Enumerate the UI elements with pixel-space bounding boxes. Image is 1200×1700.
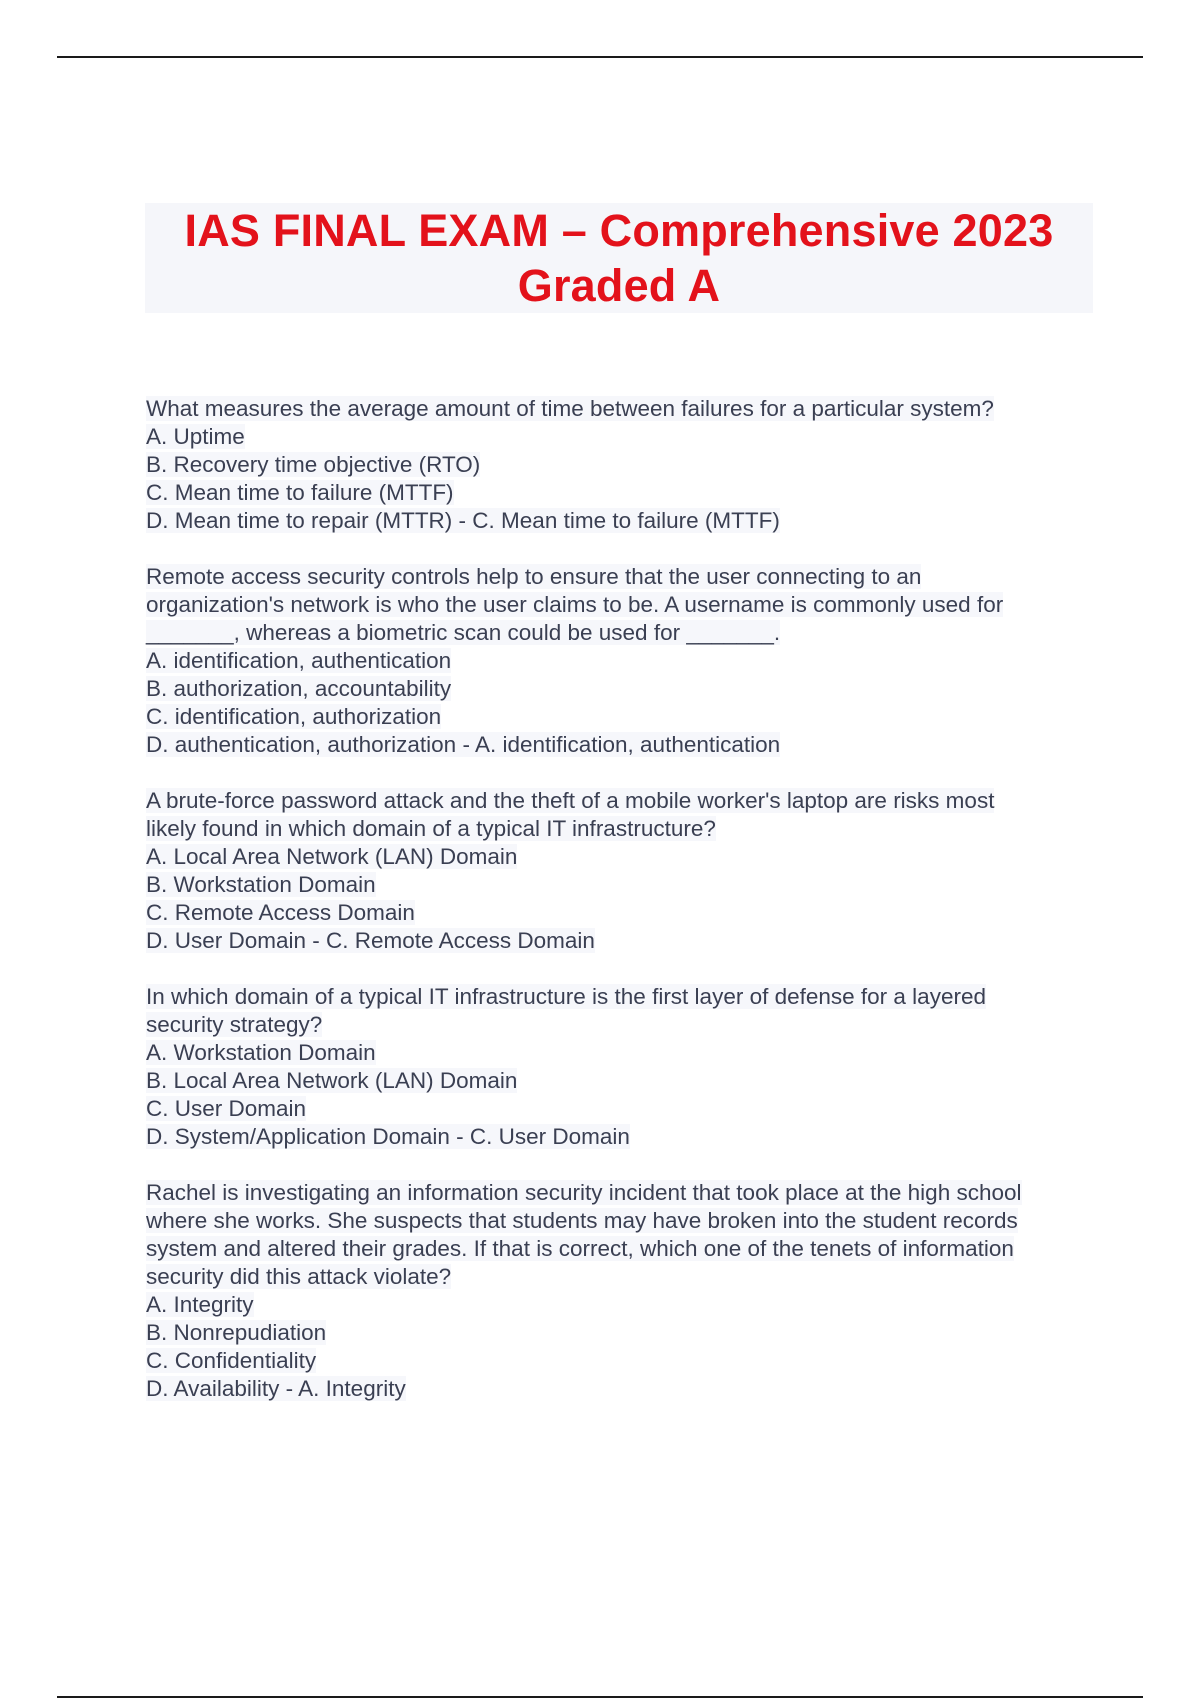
question-block-2 <box>146 563 1106 759</box>
answer-option: A. Uptime <box>146 424 245 449</box>
answer-option: B. Local Area Network (LAN) Domain <box>146 1068 518 1093</box>
answer-option: A. identification, authentication <box>146 648 452 673</box>
question-text: likely found in which domain of a typical IT infrastructure? <box>146 816 716 841</box>
answer-option: B. Nonrepudiation <box>146 1320 327 1345</box>
question-block-1 <box>146 395 1106 535</box>
question-text: Rachel is investigating an information security incident that took place at the high school <box>146 1180 1022 1205</box>
answer-option: C. Remote Access Domain <box>146 900 415 925</box>
question-text: security strategy? <box>146 1012 323 1037</box>
title-line-2: Graded A <box>517 260 721 311</box>
answer-option-with-key: D. Availability - A. Integrity <box>146 1376 406 1401</box>
question-text: Remote access security controls help to ensure that the user connecting to an <box>146 564 922 589</box>
answer-option-with-key: D. Mean time to repair (MTTR) - C. Mean time to failure (MTTF) <box>146 508 780 533</box>
top-rule <box>57 56 1143 58</box>
question-text: What measures the average amount of time between failures for a particular system? <box>146 396 994 421</box>
document-title <box>145 203 1093 313</box>
answer-option: C. identification, authorization <box>146 704 442 729</box>
title-line-1: IAS FINAL EXAM – Comprehensive 2023 <box>184 205 1054 256</box>
answer-option-with-key: D. System/Application Domain - C. User Domain <box>146 1124 630 1149</box>
answer-option-with-key: D. User Domain - C. Remote Access Domain <box>146 928 595 953</box>
answer-option: C. User Domain <box>146 1096 307 1121</box>
question-list <box>146 395 1106 1431</box>
answer-option: C. Confidentiality <box>146 1348 317 1373</box>
answer-option: B. Recovery time objective (RTO) <box>146 452 481 477</box>
question-text: _______, whereas a biometric scan could be used for _______. <box>146 620 781 645</box>
question-text: A brute-force password attack and the theft of a mobile worker's laptop are risks most <box>146 788 995 813</box>
bottom-rule <box>57 1696 1143 1698</box>
question-block-3 <box>146 787 1106 955</box>
question-text: In which domain of a typical IT infrastructure is the first layer of defense for a layered <box>146 984 986 1009</box>
answer-option: C. Mean time to failure (MTTF) <box>146 480 454 505</box>
answer-option: B. authorization, accountability <box>146 676 452 701</box>
question-text: organization's network is who the user claims to be. A username is commonly used for <box>146 592 1004 617</box>
answer-option: A. Workstation Domain <box>146 1040 376 1065</box>
answer-option: B. Workstation Domain <box>146 872 376 897</box>
answer-option: A. Integrity <box>146 1292 254 1317</box>
answer-option-with-key: D. authentication, authorization - A. identification, authentication <box>146 732 781 757</box>
question-block-4 <box>146 983 1106 1151</box>
answer-option: A. Local Area Network (LAN) Domain <box>146 844 518 869</box>
question-text: system and altered their grades. If that is correct, which one of the tenets of information <box>146 1236 1014 1261</box>
question-text: where she works. She suspects that students may have broken into the student records <box>146 1208 1018 1233</box>
question-block-5 <box>146 1179 1106 1403</box>
question-text: security did this attack violate? <box>146 1264 452 1289</box>
